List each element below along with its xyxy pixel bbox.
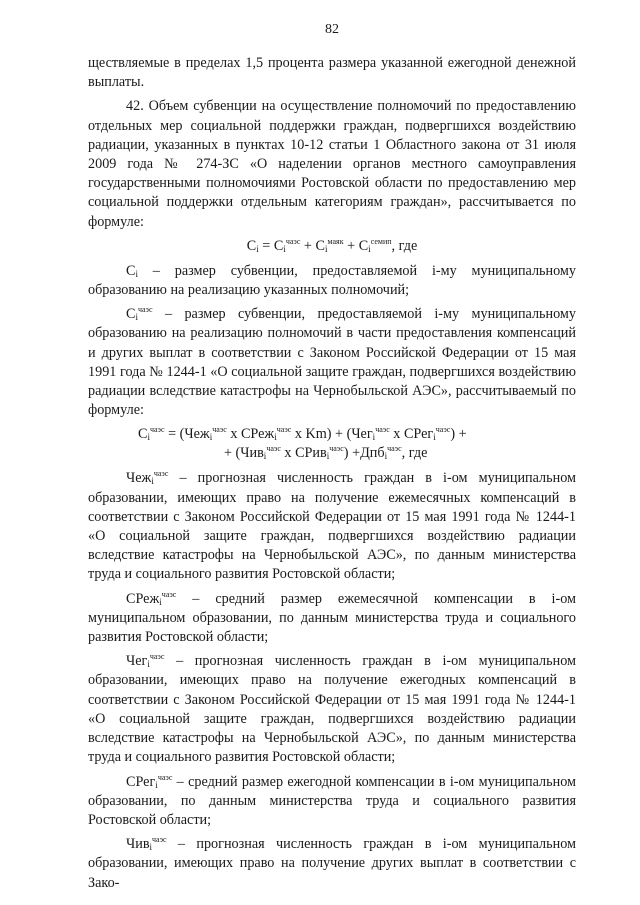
definition-srezh: СРеж$_i^{чаэс}$ – средний размер ежемесячной компенсации в i-ом муниципальном образовании, по данным министерства труда и социального развития Ростовской области; (88, 589, 576, 646)
formula-total-subvention: $C_i = C_i^{чаэс} + C_i^{маяк} + C_i^{семип}$, где (246, 236, 418, 254)
paragraph-continuation: ществляемые в пределах 1,5 процента размера указанной ежегодной денежной выплаты. (88, 55, 576, 91)
formula-chaes-subvention: $C_i^{чаэс} = (Чеж_i^{чаэс}$ x СРеж$_i^{чаэс}$ x Km) + (Чег$_i^{чаэс}$ x СРег$_i^{чаэс}$) + + (Чив$_i^{чаэс}$ x СРив$_i^{чаэс}$) +Дпб$_i^{чаэс}$, где (88, 425, 576, 463)
definition-chiv: Чив$_i^{чаэс}$ – прогнозная численность граждан в i-ом муниципальном образовании, имеющих право на получение других выплат в соответствии с Зако- (88, 835, 576, 891)
page-number: 82 (325, 22, 339, 37)
definition-sreg: СРег$_i^{чаэс}$ – средний размер ежегодной компенсации в i-ом муниципальном образовании, по данным министерства труда и социального развития Ростовской области; (88, 772, 576, 828)
definition-ci-chaes: $C_i^{чаэс}$ – размер субвенции, предоставляемой i-му муниципальному образованию на реализацию полномочий в части предоставления компенсаций и других выплат в соответствии с Законом Российской Федерации от 15 мая 1991 года № 1244-1 «О социальной защите граждан, подвергшихся воздействию радиации вследствие катастрофы на Чернобыльской АЭС», рассчитываемый по формуле: (88, 305, 576, 419)
formula-chaes-line-2: + (Чив$_i^{чаэс}$ x СРив$_i^{чаэс}$) +Дпб$_i^{чаэс}$, где (224, 444, 428, 462)
definition-chezh: Чеж$_i^{чаэс}$ – прогнозная численность граждан в i-ом муниципальном образовании, имеющих право на получение ежемесячных компенсаций в соответствии с Законом Российской Федерации от 15 мая 1991 года № 1244-1 «О социальной защите граждан, подвергшихся воздействию радиации вследствие катастрофы на Чернобыльской АЭС», по данным министерства труда и социального развития Ростовской области; (88, 469, 576, 583)
definition-cheg: Чег$_i^{чаэс}$ – прогнозная численность граждан в i-ом муниципальном образовании, имеющих право на получение ежегодных компенсаций в соответствии с Законом Российской Федерации от 15 мая 1991 года № 1244-1 «О социальной защите граждан, подвергшихся воздействию радиации вследствие катастрофы на Чернобыльской АЭС», по данным министерства труда и социального развития Ростовской области; (88, 652, 576, 766)
paragraph-item-42: 42. Объем субвенции на осуществление полномочий по предоставлению отдельных мер социальной поддержки граждан, подвергшихся воздействию радиации, указанных в пунктах 10-12 статьи 1 Областного закона от 31 июля 2009 года № 274-ЗС «О наделении органов местного самоуправления государственными полномочиями Ростовской области по предоставлению мер социальной поддержки отдельным категориям граждан», рассчитывается по формуле: (88, 98, 576, 230)
definition-ci: $C_i$ – размер субвенции, предоставляемой i-му муниципальному образованию на реализацию указанных полномочий; (88, 262, 576, 299)
